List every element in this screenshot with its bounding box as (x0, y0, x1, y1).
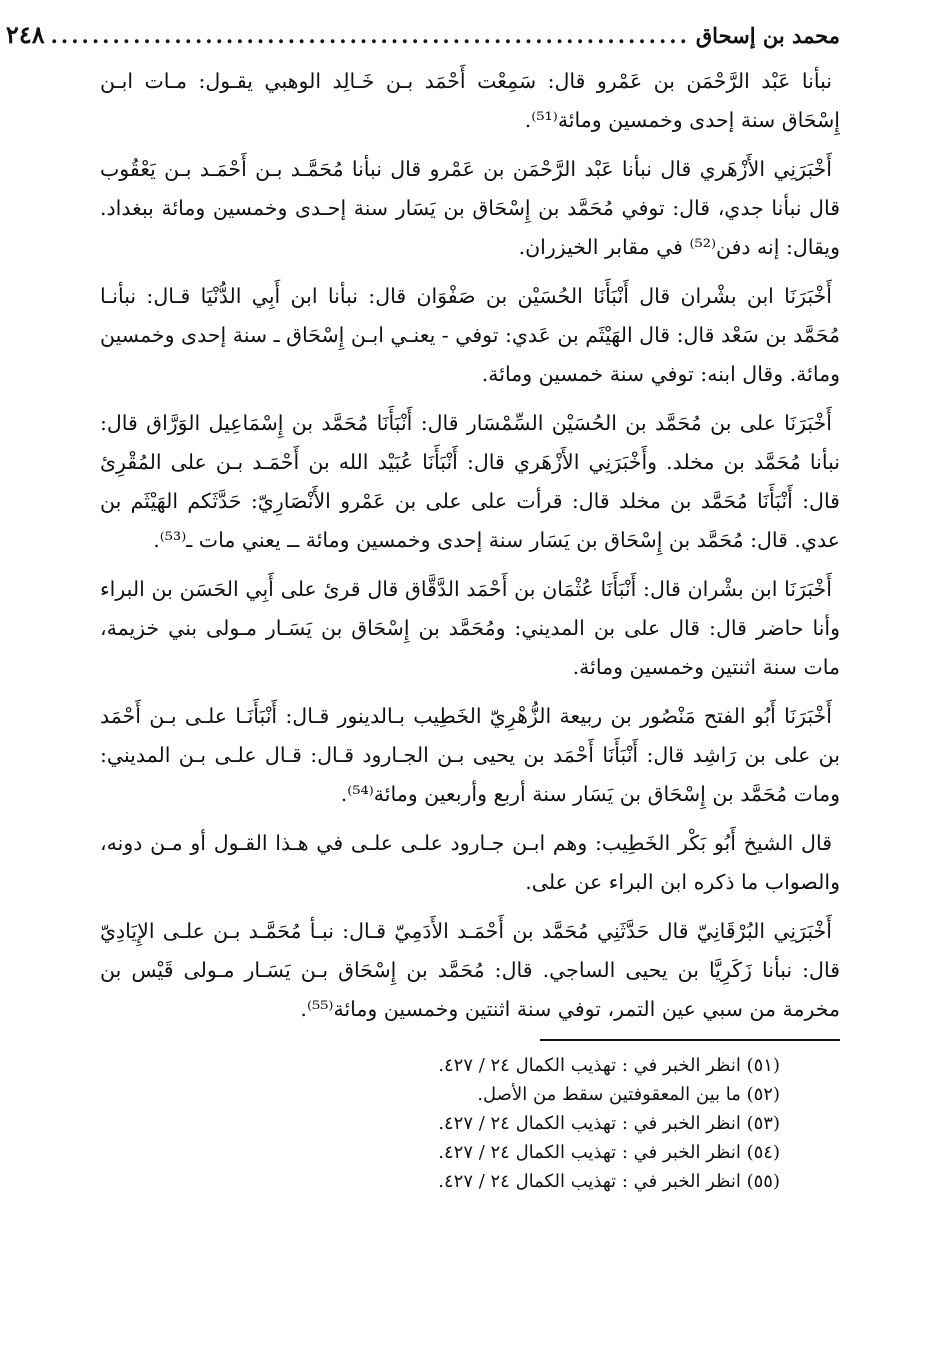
footnote-separator (540, 1039, 840, 1041)
paragraph-3: أَخْبَرَنَا ابن بشْران قال أَنْبَأَنَا الحُسَيْن بن صَفْوَان قال: نبأنا ابن أَبِي الدُّنْيَا قـال: نبأنـا مُحَمَّد بن سَعْد قال: قال الهَيْثَم بن عَدي: توفي - يعنـي ابـن إِسْحَاق ـ سنة إحدى وخمسين ومائة. وقال ابنه: توفي سنة خمسين ومائة. (100, 284, 840, 386)
paragraph-8: أَخْبَرَنِي البُرْقَانِيّ قال حَدَّثَنِي مُحَمَّد بن أَحْمَـد الأَدَمِيّ قـال: نبـأ مُحَمَّـد بـن علـى الإِيَادِيّ قال: نبأنا زَكَرِيَّا بن يحيى الساجي. قال: مُحَمَّد بن إِسْحَاق بـن يَسَـار مـولى قَيْس بن مخرمة من سبي عين التمر، توفي سنة اثنتين وخمسين ومائة⁽⁵⁵⁾. (100, 919, 840, 1021)
paragraph-2: أَخْبَرَنِي الأَزْهَري قال نبأنا عَبْد الرَّحْمَن بن عَمْرو قال نبأنا مُحَمَّـد بـن أَحْمَـد بـن يَعْقُوب قال نبأنا جدي، قال: توفي مُحَمَّد بن إِسْحَاق بن يَسَار سنة إحـدى وخمسين ومائة ببغداد. ويقال: إنه دفن⁽⁵²⁾ في مقابر الخيزران. (100, 157, 840, 259)
paragraph-7: قال الشيخ أَبُو بَكْر الخَطِيب: وهم ابـن جـارود علـى علـى في هـذا القـول أو مـن دونه، والصواب ما ذكره ابن البراء عن على. (100, 831, 840, 894)
footnote-53: (٥٣) انظر الخبر في : تهذيب الكمال ٢٤ / ٤٢٧. (438, 1113, 780, 1134)
paragraph-4: أَخْبَرَنَا على بن مُحَمَّد بن الحُسَيْن السِّمْسَار قال: أَنْبَأَنَا مُحَمَّد بن إِسْمَاعِيل الوَرَّاق قال: نبأنا مُحَمَّد بن مخلد. وأَخْبَرَنِي الأَزْهَري قال: أَنْبَأَنَا عُبَيْد الله بن أَحْمَـد بـن على المُقْرِئ قال: أَنْبَأَنَا مُحَمَّد بن مخلد قال: قرأت على على بن عَمْرو الأَنْصَارِيّ: حَدَّثَكم الهَيْثَم بن عدي. قال: مُحَمَّد بن إِسْحَاق بن يَسَار سنة إحدى وخمسين ومائة ــ يعني مات ـ⁽⁵³⁾. (100, 411, 840, 552)
footnote-52: (٥٢) ما بين المعقوفتين سقط من الأصل. (477, 1084, 780, 1105)
header-dot-leader: .............................................................. (50, 23, 690, 48)
running-title: محمد بن إسحاق (695, 23, 840, 48)
main-text (100, 62, 840, 1029)
footnote-51: (٥١) انظر الخبر في : تهذيب الكمال ٢٤ / ٤٢٧. (438, 1055, 780, 1076)
paragraph-6: أَخْبَرَنَا أَبُو الفتح مَنْصُور بن ربيعة الزُّهْرِيّ الخَطِيب بـالدينور قـال: أَنْبَأَنَـا علـى بـن أَحْمَد بن على بن رَاشِد قال: أَنْبَأَنَا أَحْمَد بن يحيى بـن الجـارود قـال: قـال علـى بـن المديني: ومات مُحَمَّد بن إِسْحَاق بن يَسَار سنة أربع وأربعين ومائة⁽⁵⁴⁾. (100, 704, 840, 806)
page-number: ٢٤٨ (5, 20, 45, 49)
paragraph-1: نبأنا عَبْد الرَّحْمَن بن عَمْرو قال: سَمِعْت أَحْمَد بـن خَـالِد الوهبي يقـول: مـات ابـن إِسْحَاق سنة إحدى وخمسين ومائة⁽⁵¹⁾. (100, 69, 840, 132)
book-page (5, 20, 840, 1196)
paragraph-5: أَخْبَرَنَا ابن بشْران قال: أَنْبَأَنَا عُثْمَان بن أَحْمَد الدَّقَّاق قال قرئ على أَبِي الحَسَن بن البراء وأنا حاضر قال: قال على بن المديني: ومُحَمَّد بن إِسْحَاق بن يَسَـار مـولى بني خزيمة، مات سنة اثنتين وخمسين ومائة. (100, 577, 840, 679)
page-header (5, 20, 840, 62)
footnote-54: (٥٤) انظر الخبر في : تهذيب الكمال ٢٤ / ٤٢٧. (438, 1142, 780, 1163)
footnotes (100, 1051, 840, 1196)
footnote-55: (٥٥) انظر الخبر في : تهذيب الكمال ٢٤ / ٤٢٧. (438, 1171, 780, 1192)
